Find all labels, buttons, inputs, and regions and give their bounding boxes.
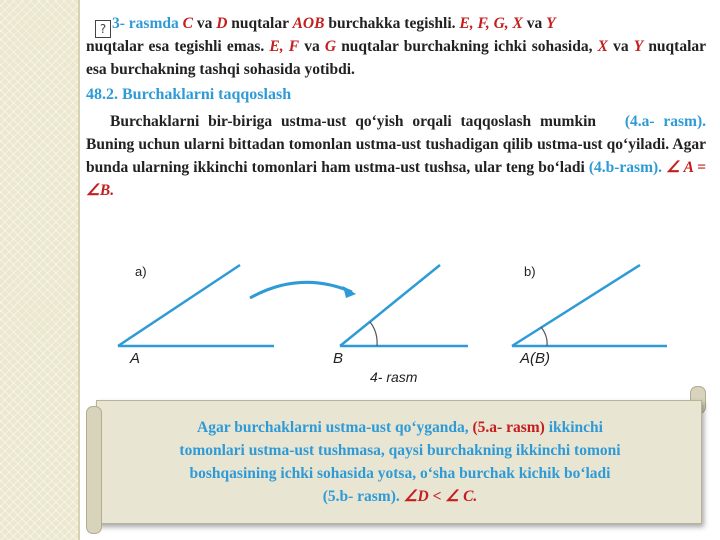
vertex-label-a: A (130, 350, 141, 367)
text-segment: va (522, 15, 547, 32)
point-label: Y (633, 38, 644, 55)
transfer-arrow (250, 282, 352, 298)
figure-reference: (4.a- rasm). (624, 113, 706, 130)
rule-line-4 (110, 485, 690, 508)
point-label: X (597, 38, 608, 55)
text-segment: nuqtalar (227, 15, 293, 32)
section-heading: 48.2. Burchaklarni taqqoslash (86, 86, 292, 103)
figure-label-a: a) (135, 264, 147, 279)
vertex-label-ab: A(B) (520, 350, 550, 367)
scroll-curl-left (86, 406, 102, 534)
text-segment: burchakka tegishli. (324, 15, 460, 32)
formula: ∠ A = ∠B. (86, 159, 706, 199)
point-label: G (324, 38, 337, 55)
text-segment: Agar burchaklarni ustma-ust qo‘yganda, (197, 419, 473, 436)
checkbox-icon: ? (95, 20, 111, 38)
point-label: Y (546, 15, 556, 32)
vertex-label-b: B (333, 350, 344, 367)
text-segment: nuqtalar burchakning ichki sohasida, (336, 38, 598, 55)
point-label: C (182, 15, 193, 32)
arrow-head (343, 286, 356, 298)
point-label: E, F (269, 38, 300, 55)
point-label: E, F, G, X (459, 15, 523, 32)
figure-caption: 4- rasm (370, 369, 418, 385)
angle-label: AOB (292, 15, 325, 32)
figure-reference: (4.b-rasm). (588, 159, 663, 176)
text-segment: nuqtalar esa tegishli emas. (86, 38, 270, 55)
text-segment: 3- rasmda (112, 15, 183, 32)
point-label: D (216, 15, 228, 32)
text-segment: va (192, 15, 217, 32)
figure-reference: (5.a- rasm) (472, 419, 545, 436)
rule-line-2: tomonlari ustma-ust tushmasa, qaysi burchakning ikkinchi tomoni (179, 442, 621, 459)
text-segment: Buning uchun ularni bittadan tomonlan ustma-ust tushadigan qilib ustma-ust qo‘yiladi. Agar bunda ularning ikkinchi tomonlari ham ustma-ust tushsa, ular teng bo‘ladi (86, 136, 706, 176)
angle-b-arc (370, 322, 377, 346)
rule-line-3: boshqasining ichki sohasida yotsa, o‘sha burchak kichik bo‘ladi (189, 465, 611, 482)
formula: ∠D < ∠ C. (399, 488, 478, 505)
text-segment: nuqtalar esa burchakning tashqi sohasida yotibdi. (86, 38, 707, 78)
rule-line-1 (110, 416, 690, 439)
text-segment: va (607, 38, 634, 55)
angle-b-side-1 (340, 265, 440, 346)
figure-reference: (5.b- rasm). (322, 488, 400, 505)
text-segment: ikkinchi (544, 419, 603, 436)
text-segment: va (299, 38, 325, 55)
angle-ab-arc (541, 327, 547, 346)
rule-text (110, 416, 690, 508)
text-segment: Burchaklarni bir-biriga ustma-ust qo‘yish orqali taqqoslash mumkin (110, 113, 596, 130)
figure-label-b: b) (524, 264, 536, 279)
